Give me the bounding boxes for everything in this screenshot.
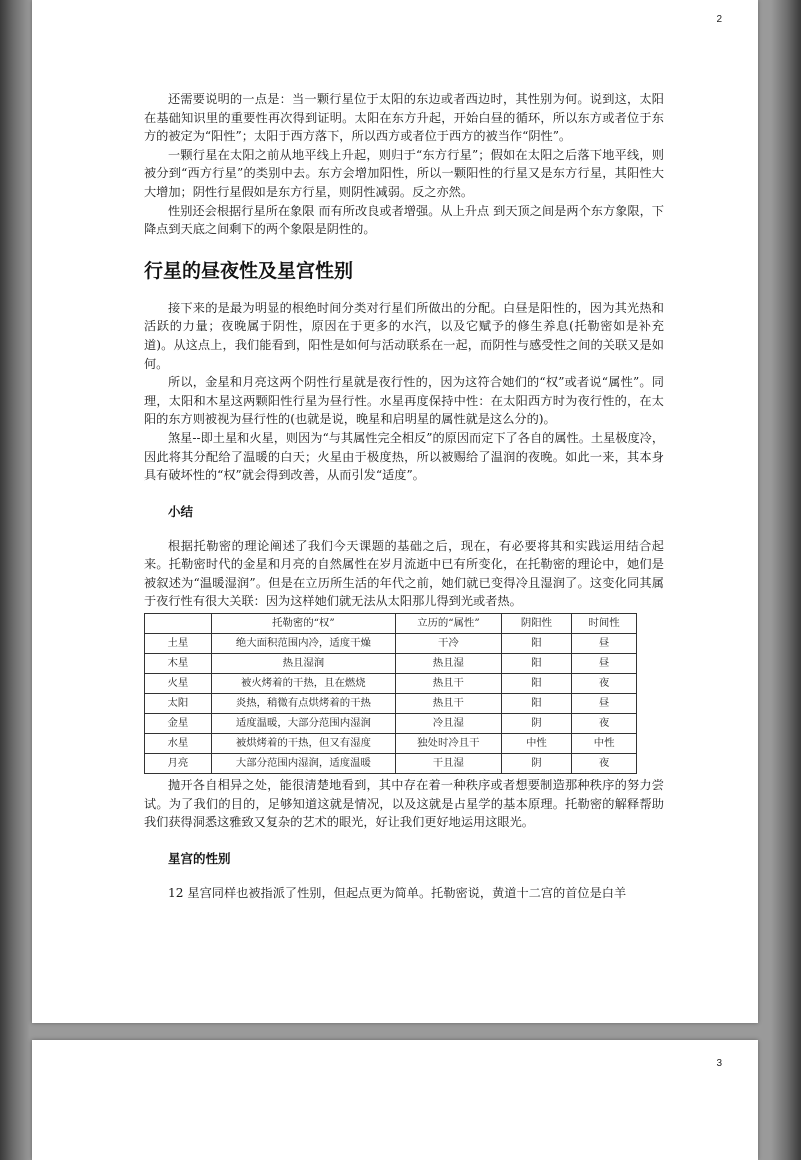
table-cell: 阴 (501, 754, 572, 774)
paragraph: 性别还会根据行星所在象限 而有所改良或者增强。从上升点 到天顶之间是两个东方象限，下降点到天底之间剩下的两个象限是阴性的。 (144, 203, 664, 237)
table-cell: 火星 (145, 674, 212, 694)
subheading-houses: 星宫的性别 (168, 850, 231, 866)
paragraph: 抛开各自相异之处，能很清楚地看到，其中存在着一种秩序或者想要制造那种秩序的努力尝试。为了我们的目的，足够知道这就是情况，以及这就是占星学的基本原理。托勒密的解释帮助我们获得洞悉这雅致又复杂的艺术的眼光，好让我们更好地运用这眼光。 (144, 778, 664, 830)
table-cell: 被火烤着的干热，且在燃烧 (211, 674, 395, 694)
table-cell: 阳 (501, 634, 572, 654)
table-cell: 昼 (572, 654, 637, 674)
paragraph: 一颗行星在太阳之前从地平线上升起，则归于“东方行星”；假如在太阳之后落下地平线，则被分到“西方行星”的类别中去。东方会增加阳性，所以一颗阳性的行星又是东方行星，其阳性大大增加；阴性行星假如是东方行星，则阴性减弱。反之亦然。 (144, 147, 664, 199)
table-cell: 中性 (501, 734, 572, 754)
table-cell: 独处时冷且干 (396, 734, 502, 754)
table-row (145, 674, 637, 694)
table-cell: 夜 (572, 714, 637, 734)
table-cell: 夜 (572, 674, 637, 694)
table-row (145, 654, 637, 674)
table-row (145, 754, 637, 774)
table-cell: 金星 (145, 714, 212, 734)
table-cell: 热且湿 (396, 654, 502, 674)
paragraph: 煞星--即土星和火星，则因为“与其属性完全相反”的原因而定下了各自的属性。土星极度冷，因此将其分配给了温暖的白天；火星由于极度热，所以被赐给了温润的夜晚。如此一来，其本身具有破坏性的“权”就会得到改善，从而引发“适度”。 (144, 430, 665, 483)
table-cell: 中性 (572, 734, 637, 754)
table-cell: 昼 (572, 634, 637, 654)
table-row (145, 694, 637, 714)
document-page-3 (32, 1040, 758, 1160)
table-cell: 月亮 (145, 754, 212, 774)
paragraph: 根据托勒密的理论阐述了我们今天课题的基础之后，现在，有必要将其和实践运用结合起来。托勒密时代的金星和月亮的自然属性在岁月流逝中已有所变化，在托勒密的理论中，她们是被叙述为“温暖湿润”。但是在立历所生活的年代之前，她们就已变得冷且湿润了。这变化同其属于夜行性有很大关联：因为这样她们就无法从太阳那儿得到光或者热。 (144, 538, 664, 609)
table-cell: 阳 (501, 654, 572, 674)
table-row (145, 634, 637, 654)
paragraph: 所以，金星和月亮这两个阴性行星就是夜行性的，因为这符合她们的“权”或者说“属性”。同理，太阳和木星这两颗阳性行星为昼行性。水星再度保持中性：在太阳西方时为夜行性的，在太阳的东方则被视为昼行性的(也就是说，晚星和启明星的属性就是这么分的)。 (144, 375, 664, 427)
table-cell: 炎热，稍微有点烘烤着的干热 (211, 694, 395, 714)
table-cell: 适度温暖，大部分范围内湿润 (211, 714, 395, 734)
table-header-row (145, 614, 637, 634)
table-cell: 土星 (145, 634, 212, 654)
document-page-2 (32, 0, 758, 1023)
table-cell: 阳 (501, 694, 572, 714)
table-row (145, 714, 637, 734)
table-cell: 热且干 (396, 674, 502, 694)
table-cell: 绝大面积范围内冷，适度干燥 (211, 634, 395, 654)
table-row (145, 734, 637, 754)
section-heading: 行星的昼夜性及星宫性别 (144, 259, 354, 282)
subheading-summary: 小结 (168, 503, 194, 519)
table-cell: 昼 (572, 694, 637, 714)
table-header-cell: 托勒密的“权” (211, 614, 395, 634)
table-cell: 阴 (501, 714, 572, 734)
table-cell: 太阳 (145, 694, 212, 714)
paragraph: 接下来的是最为明显的根绝时间分类对行星们所做出的分配。白昼是阳性的，因为其光热和活跃的力量；夜晚属于阴性，原因在于更多的水汽，以及它赋予的修生养息(托勒密如是补充道)。从这点上，我们能看到，阳性是如何与活动联系在一起，而阴性与感受性之间的关联又是如何。 (144, 300, 664, 371)
paragraph: 还需要说明的一点是：当一颗行星位于太阳的东边或者西边时，其性别为何。说到这，太阳在基础知识里的重要性再次得到证明。太阳在东方升起，开始白昼的循环，所以东方或者位于东方的被定为“阳性”；太阳于西方落下，所以西方或者位于西方的被当作“阴性”。 (144, 92, 664, 144)
table-cell: 水星 (145, 734, 212, 754)
page-number: 2 (716, 14, 722, 25)
table-header-cell: 阴阳性 (501, 614, 572, 634)
table-cell: 阳 (501, 674, 572, 694)
table-header-cell: 立历的“属性” (396, 614, 502, 634)
table-header-cell: 时间性 (572, 614, 637, 634)
page-number: 3 (716, 1058, 722, 1069)
page-content (144, 90, 664, 902)
table-cell: 干且湿 (396, 754, 502, 774)
table-cell: 大部分范围内湿润，适度温暖 (211, 754, 395, 774)
paragraph: 12 星宫同样也被指派了性别，但起点更为简单。托勒密说，黄道十二宫的首位是白羊 (168, 885, 627, 900)
table-cell: 热且干 (396, 694, 502, 714)
table-cell: 干冷 (396, 634, 502, 654)
table-cell: 木星 (145, 654, 212, 674)
planet-properties-table (144, 613, 637, 774)
table-cell: 被烘烤着的干热，但又有湿度 (211, 734, 395, 754)
table-header-cell (145, 614, 212, 634)
table-cell: 热且湿润 (211, 654, 395, 674)
table-cell: 夜 (572, 754, 637, 774)
table-cell: 冷且湿 (396, 714, 502, 734)
